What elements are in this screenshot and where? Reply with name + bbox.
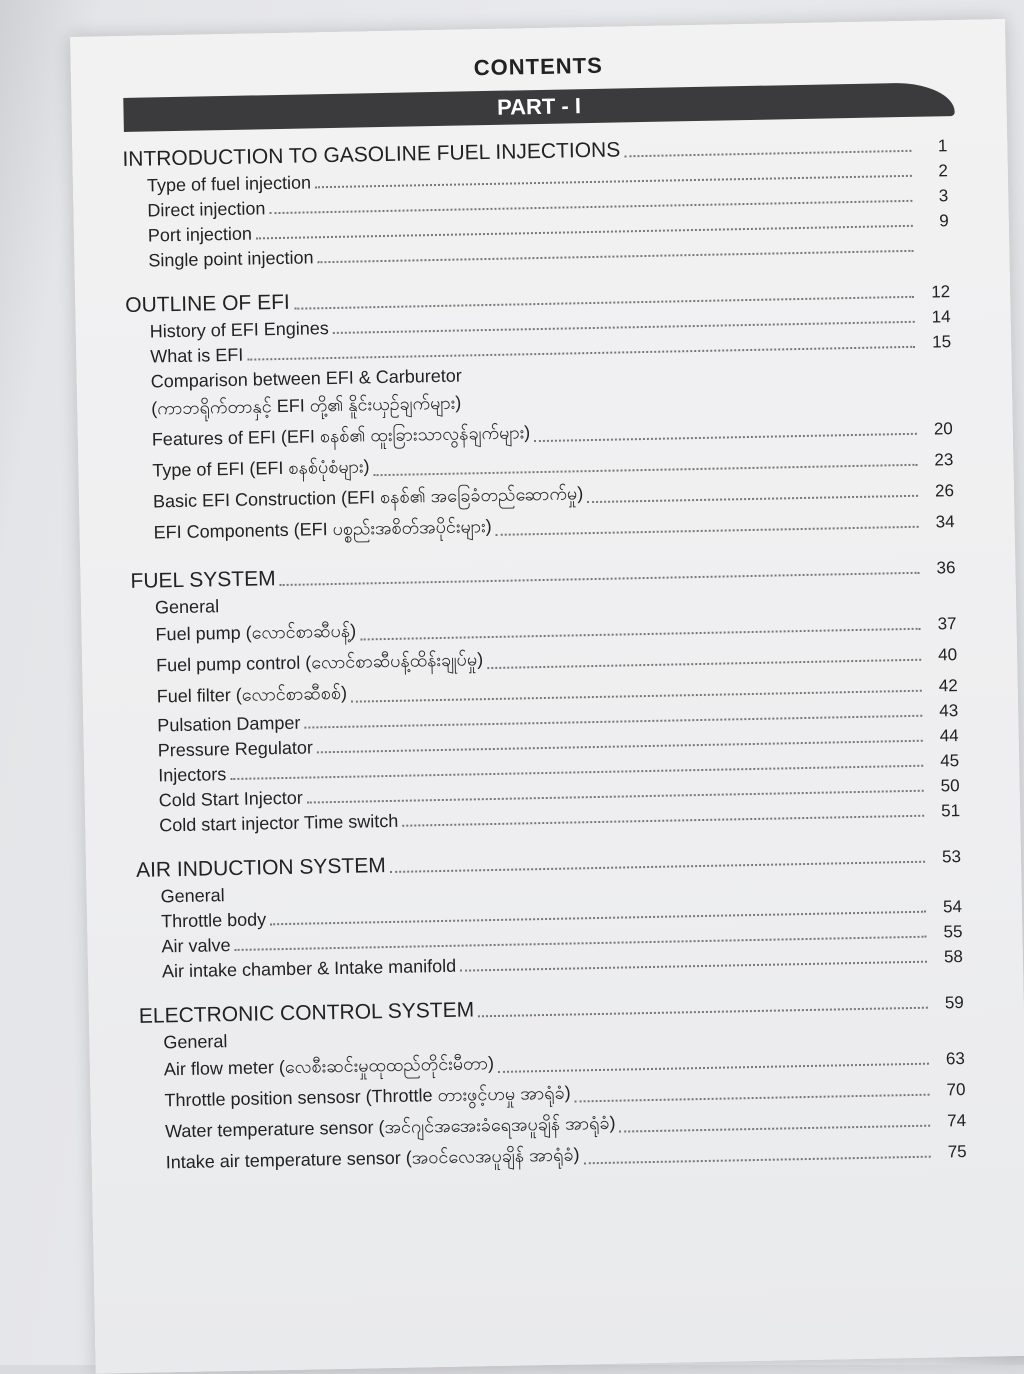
toc-entry-label: Pressure Regulator [157, 737, 314, 761]
dot-leader [624, 150, 911, 158]
page-number: 1 [937, 136, 948, 156]
page-number: 45 [940, 751, 960, 771]
dot-leader [478, 1007, 928, 1018]
page-number: 70 [946, 1079, 966, 1100]
dot-leader [317, 740, 923, 754]
dot-leader [315, 175, 912, 188]
page-number: 3 [938, 186, 949, 206]
page-number: 75 [947, 1141, 967, 1162]
page-number: 43 [939, 701, 959, 721]
page-number: 44 [939, 726, 959, 746]
page-number: 12 [931, 282, 951, 302]
toc-entry-label: Cold Start Injector [158, 787, 303, 811]
toc-section-heading-label: FUEL SYSTEM [130, 567, 276, 593]
toc-entry-label: General [160, 885, 225, 907]
book-page [70, 19, 1024, 1374]
page-number: 34 [935, 512, 955, 532]
page-number: 40 [938, 645, 958, 665]
dot-leader [351, 690, 922, 703]
page-number: 26 [934, 481, 955, 501]
page-number: 50 [940, 776, 960, 796]
dot-leader [498, 1063, 929, 1073]
page-number: 53 [941, 847, 962, 867]
page-number: 23 [934, 450, 954, 470]
page-number: 9 [939, 211, 949, 231]
toc-entry-label: Pulsation Damper [157, 712, 301, 736]
part-banner [123, 82, 954, 132]
toc-entry-label: Air valve [161, 935, 231, 957]
toc-entry-label: Port injection [147, 223, 253, 246]
page-number: 74 [946, 1110, 967, 1131]
dot-leader [374, 464, 918, 476]
page-number: 14 [931, 307, 951, 327]
page-number: 15 [931, 332, 952, 352]
dot-leader [575, 1094, 930, 1103]
dot-leader [496, 526, 919, 536]
toc-entry-label: Throttle position sensosr (Throttle တားဖွင့်ဟမှု အာရုံခံ) [164, 1082, 571, 1111]
toc-section-heading-label: ELECTRONIC CONTROL SYSTEM [138, 998, 475, 1028]
dot-leader [587, 495, 918, 503]
dot-leader [487, 659, 921, 669]
dot-leader [318, 250, 914, 263]
dot-leader [307, 790, 924, 804]
part-label: PART - I [496, 93, 582, 120]
page-number: 42 [938, 676, 958, 696]
dot-leader [534, 433, 917, 442]
toc-entry-label: Fuel pump (လောင်စာဆီပန့်) [155, 620, 357, 645]
toc-entry-label: Fuel pump control (လောင်စာဆီပန့်ထိန်းချုပ်မှု) [155, 649, 484, 676]
toc-entry-label: Injectors [158, 764, 227, 786]
page-number: 54 [942, 897, 963, 917]
toc-entry-label: Type of EFI (EFI စနစ်ပုံစံများ) [152, 456, 370, 481]
dot-leader [460, 961, 927, 972]
toc-section-heading-label: INTRODUCTION TO GASOLINE FUEL INJECTIONS [122, 138, 621, 171]
dot-leader [402, 815, 924, 827]
page-title: CONTENTS [473, 52, 603, 81]
toc-entry-label: Air flow meter (လေစီးဆင်းမှုထုထည်တိုင်းမီတာ) [163, 1053, 495, 1080]
page-number: 58 [943, 947, 964, 967]
dot-leader [360, 628, 920, 641]
toc-entry-label: Comparison between EFI & Carburetor [150, 365, 463, 392]
toc-entry-label: Throttle body [160, 909, 267, 932]
toc-entry-label: Air intake chamber & Intake manifold [161, 955, 457, 982]
dot-leader [584, 1156, 931, 1165]
toc-entry-label: Intake air temperature sensor (အဝင်လေအပူချိန် အာရုံခံ) [165, 1144, 580, 1173]
toc-entry-label: Direct injection [147, 198, 266, 221]
toc-section-heading-label: OUTLINE OF EFI [125, 290, 290, 317]
page-number: 2 [938, 161, 948, 181]
dot-leader [333, 321, 915, 334]
page-number: 55 [943, 922, 963, 942]
page-number: 63 [945, 1048, 966, 1069]
toc-entry-label: Cold start injector Time switch [159, 810, 399, 836]
page-number: 37 [937, 614, 957, 634]
dot-leader [390, 861, 925, 873]
page-number: 59 [944, 992, 964, 1013]
table-of-contents [122, 132, 967, 1178]
toc-entry-label: History of EFI Engines [149, 318, 329, 342]
toc-entry-label: Single point injection [148, 247, 314, 271]
toc-entry-label: Water temperature sensor (အင်ဂျင်အအေးခံရေအပူချိန် အာရုံခံ) [164, 1112, 616, 1142]
dot-leader [620, 1125, 931, 1133]
toc-entry-label: Features of EFI (EFI စနစ်၏ ထူးခြားသာလွန်ချက်များ) [151, 422, 531, 450]
page-number: 51 [940, 801, 961, 821]
toc-section-heading-label: AIR INDUCTION SYSTEM [135, 854, 386, 882]
page-number: 36 [936, 558, 956, 578]
page-number: 20 [933, 419, 953, 439]
toc-entry-label: Type of fuel injection [146, 172, 312, 196]
toc-entry-label: Fuel filter (လောင်စာဆီစစ်) [156, 682, 348, 707]
page-number [913, 256, 949, 257]
toc-entry-label: EFI Components (EFI ပစ္စည်းအစိတ်အပိုင်းများ) [153, 515, 492, 543]
toc-entry-label: (ကာဘရိုက်တာနှင့် EFI တို့၏ နိူင်းယှဉ်ချက်များ) [151, 392, 462, 419]
toc-entry-label: General [154, 596, 220, 618]
toc-entry-label: What is EFI [150, 344, 244, 367]
toc-entry-label: General [163, 1031, 228, 1053]
toc-entry-label: Basic EFI Construction (EFI စနစ်၏ အခြေခံတည်ဆောက်မှု) [152, 483, 584, 512]
